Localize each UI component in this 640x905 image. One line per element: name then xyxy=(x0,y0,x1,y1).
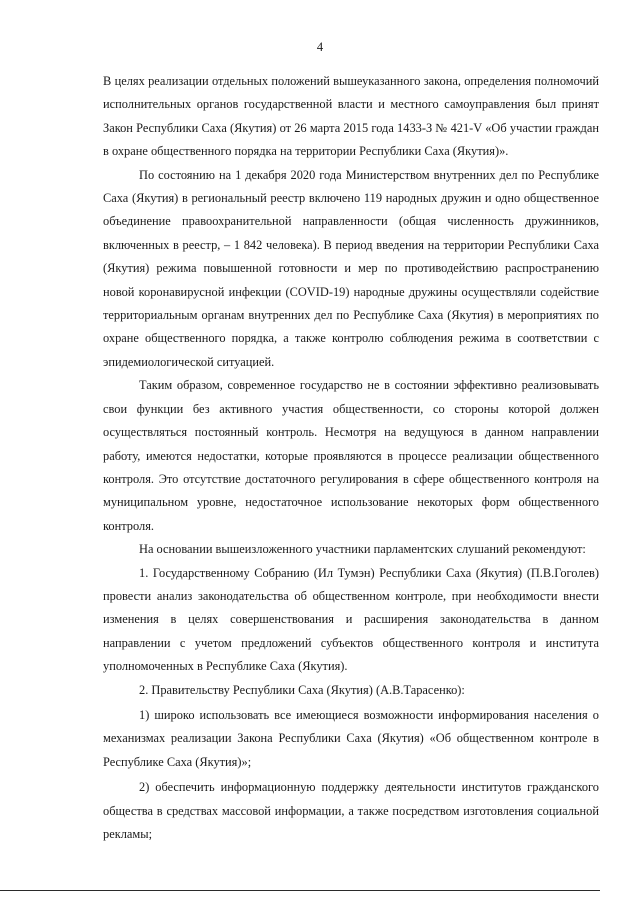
paragraph-conclusion: Таким образом, современное государство не в состоянии эффективно реализовывать свои функции без активного участия общественности, со стороны которой должен осуществляться постоянный контроль. Несмотря на ведущуюся в данном направлении работу, имеются недостатки, которые проявляются в процессе реализации общественного контроля. Это отсутствие достаточного регулирования в сфере общественного контроля на муниципальном уровне, недостаточное использование некоторых форм общественного контроля. xyxy=(103,378,599,533)
bottom-divider xyxy=(0,890,600,891)
page-number: 4 xyxy=(316,40,324,54)
document-body xyxy=(103,70,599,846)
paragraph-recommendation-2: 2. Правительству Республики Саха (Якутия) (А.В.Тарасенко): xyxy=(139,682,465,697)
paragraph-subitem-2: 2) обеспечить информационную поддержку деятельности институтов гражданского общества в средствах массовой информации, а также посредством изготовления социальной рекламы; xyxy=(103,780,599,841)
paragraph-subitem-1: 1) широко использовать все имеющиеся возможности информирования населения о механизмах реализации Закона Республики Саха (Якутия) «Об общественном контроле в Республике Саха (Якутия)»; xyxy=(103,707,599,769)
paragraph-people-squads: По состоянию на 1 декабря 2020 года Министерством внутренних дел по Республике Саха (Якутия) в региональный реестр включено 119 народных дружин и одно общественное объединение правоохранительной направленности (общая численность дружинников, включенных в реестр, – 1 842 человека). В период введения на территории Республики Саха (Якутия) режима повышенной готовности и мер по противодействию распространению новой коронавирусной инфекции (COVID-19) народные дружины осуществляли содействие территориальным органам внутренних дел по Республике Саха (Якутия) в мероприятиях по охране общественного порядка, а также контролю соблюдения режима в соответствии с эпидемиологической ситуацией. xyxy=(103,167,599,369)
paragraph-recommend-intro: На основании вышеизложенного участники парламентских слушаний рекомендуют: xyxy=(139,542,586,557)
paragraph-law-adoption: В целях реализации отдельных положений вышеуказанного закона, определения полномочий исполнительных органов государственной власти и местного самоуправления был принят Закон Республики Саха (Якутия) от 26 марта 2015 года 1433-З № 421-V «Об участии граждан в охране общественного порядка на территории Республики Саха (Якутия)». xyxy=(103,74,599,159)
paragraph-recommendation-1: 1. Государственному Собранию (Ил Тумэн) Республики Саха (Якутия) (П.В.Гоголев) провести анализ законодательства об общественном контроле, при необходимости внести изменения в целях совершенствования и расширения законодательства в данном направлении с учетом предложений субъектов общественного контроля и института уполномоченных в Республике Саха (Якутия). xyxy=(103,565,599,674)
